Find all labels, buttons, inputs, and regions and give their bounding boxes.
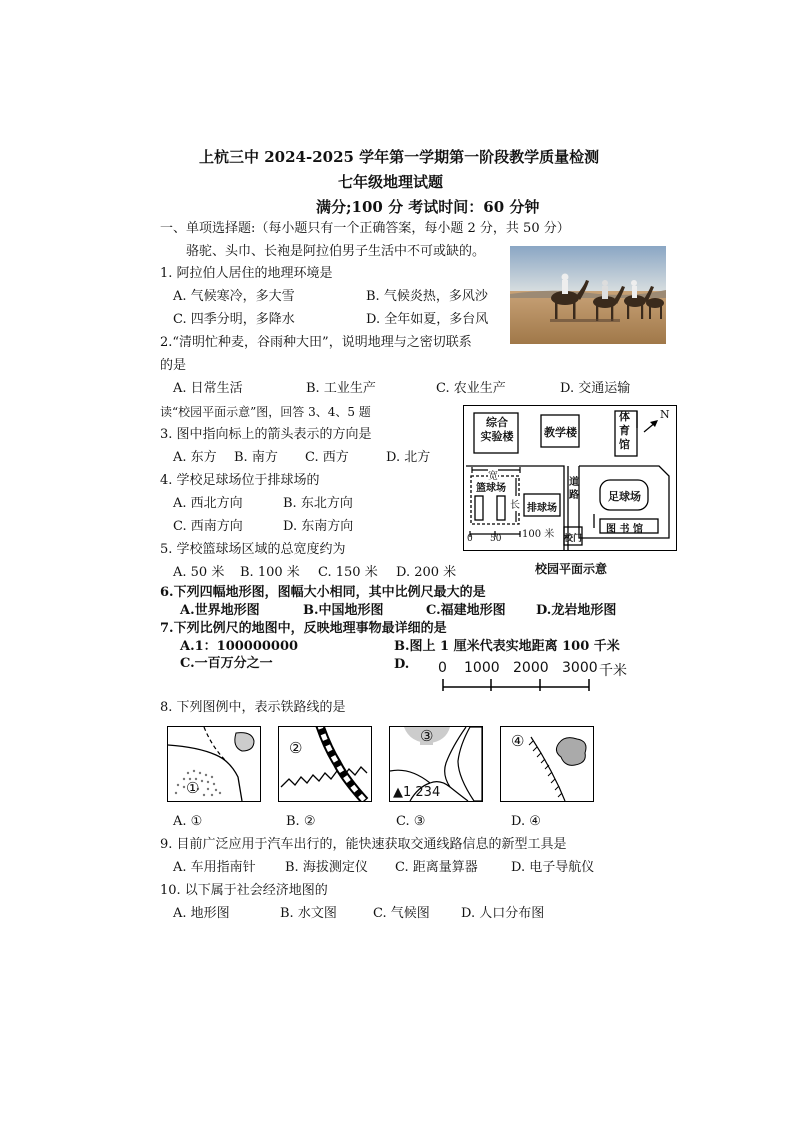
label-road: 道 路 [569, 477, 579, 501]
legend-label-1: ① [186, 779, 200, 797]
scale-tick-3000: 3000 [562, 660, 598, 676]
q10-option-a: A. 地形图 [173, 906, 230, 921]
q9-option-c: C. 距离量算器 [395, 860, 478, 875]
q2-option-a: A. 日常生活 [173, 381, 243, 396]
q8-option-a: A. ① [173, 814, 203, 829]
label-width: 宽 [488, 467, 498, 482]
q9-option-a: A. 车用指南针 [173, 860, 256, 875]
q8-option-d: D. ④ [511, 814, 541, 829]
exam-meta: 满分;100 分 考试时间：60 分钟 [316, 198, 540, 216]
elevation-point: ▲1 234 [393, 785, 441, 800]
q10-option-d: D. 人口分布图 [461, 906, 545, 921]
q3-option-a: A. 东方 [173, 450, 217, 465]
q3-option-c: C. 西方 [305, 450, 349, 465]
q6-option-d: D.龙岩地形图 [536, 603, 617, 618]
label-teaching-building: 教学楼 [544, 426, 577, 439]
q8-option-b: B. ② [286, 814, 316, 829]
q4-stem: 4. 学校足球场位于排球场的 [160, 473, 320, 488]
q3-option-d: D. 北方 [386, 450, 431, 465]
q7-option-b: B.图上 1 厘米代表实地距离 100 千米 [394, 639, 620, 654]
legend-map-3 [389, 726, 483, 802]
q4-option-d: D. 东南方向 [283, 519, 354, 534]
q1-option-c: C. 四季分明，多降水 [173, 312, 295, 327]
q4-option-b: B. 东北方向 [283, 496, 353, 511]
q6-option-a: A.世界地形图 [180, 603, 260, 618]
q9-stem: 9. 目前广泛应用于汽车出行的，能快速获取交通线路信息的新型工具是 [160, 837, 567, 852]
q7-stem: 7.下列比例尺的地图中，反映地理事物最详细的是 [160, 621, 447, 636]
legend-label-4: ④ [511, 732, 525, 750]
q9-option-b: B. 海拔测定仪 [285, 860, 368, 875]
scale-100m: 100 米 [522, 529, 555, 540]
q1-option-d: D. 全年如夏，多台风 [366, 312, 489, 327]
scale-tick-0: 0 [438, 660, 447, 676]
scale-tick-2000: 2000 [513, 660, 549, 676]
q2-stem-cont: 的是 [160, 358, 187, 373]
legend-label-2: ② [289, 739, 303, 757]
q7-option-a: A.1：100000000 [180, 639, 299, 654]
q2-option-d: D. 交通运输 [560, 381, 631, 396]
scale-unit: 千米 [599, 663, 627, 679]
line-scale [436, 658, 636, 698]
scale-tick-1000: 1000 [464, 660, 500, 676]
q2-option-c: C. 农业生产 [436, 381, 506, 396]
q1-option-b: B. 气候炎热，多风沙 [366, 289, 488, 304]
label-gate: 校门 [564, 534, 583, 544]
q8-option-c: C. ③ [396, 814, 426, 829]
camel-photo [510, 246, 666, 344]
q5-option-d: D. 200 米 [396, 565, 457, 580]
q8-stem: 8. 下列图例中，表示铁路线的是 [160, 700, 346, 715]
q4-option-a: A. 西北方向 [173, 496, 243, 511]
q7-option-c: C.一百万分之一 [180, 656, 273, 671]
label-length: 长 [510, 496, 520, 511]
q2-option-b: B. 工业生产 [306, 381, 376, 396]
label-lab-building: 综合 实验楼 [480, 416, 514, 443]
q5-stem: 5. 学校篮球场区域的总宽度约为 [160, 542, 346, 557]
legend-map-1 [167, 726, 261, 802]
q10-stem: 10. 以下属于社会经济地图的 [160, 883, 328, 898]
label-gym: 体 育 馆 [619, 410, 630, 451]
campus-map-caption: 校园平面示意 [535, 562, 608, 576]
q2-stem: 2.“清明忙种麦，谷雨种大田”，说明地理与之密切联系 [160, 335, 472, 350]
scale-0: 0 [467, 534, 473, 544]
scale-50: 50 [490, 534, 502, 544]
q6-option-b: B.中国地形图 [303, 603, 384, 618]
label-library: 图 书 馆 [606, 524, 643, 535]
q7-option-d: D. [394, 657, 410, 672]
label-football: 足球场 [608, 490, 641, 503]
label-basketball: 篮球场 [476, 483, 506, 494]
exam-title: 上杭三中 2024-2025 学年第一学期第一阶段教学质量检测 [199, 148, 600, 166]
north-arrow-label: N [660, 408, 670, 421]
legend-label-3: ③ [420, 727, 434, 745]
legend-map-2 [278, 726, 372, 802]
q4-option-c: C. 西南方向 [173, 519, 243, 534]
q1-stem: 1. 阿拉伯人居住的地理环境是 [160, 266, 333, 281]
intro-text: 骆驼、头巾、长袍是阿拉伯男子生活中不可或缺的。 [186, 244, 486, 259]
q6-option-c: C.福建地形图 [426, 603, 506, 618]
q5-option-c: C. 150 米 [318, 565, 378, 580]
label-volleyball: 排球场 [527, 503, 557, 514]
q3-stem: 3. 图中指向标上的箭头表示的方向是 [160, 427, 372, 442]
legend-map-4 [500, 726, 594, 802]
q5-option-b: B. 100 米 [240, 565, 300, 580]
q10-option-c: C. 气候图 [373, 906, 430, 921]
exam-subtitle: 七年级地理试题 [338, 173, 444, 191]
q3-option-b: B. 南方 [234, 450, 278, 465]
q1-option-a: A. 气候寒冷，多大雪 [173, 289, 295, 304]
q5-option-a: A. 50 米 [173, 565, 225, 580]
q9-option-d: D. 电子导航仪 [511, 860, 595, 875]
section-heading: 一、单项选择题:（每小题只有一个正确答案，每小题 2 分，共 50 分） [160, 221, 570, 236]
campus-map [463, 405, 677, 551]
q10-option-b: B. 水文图 [280, 906, 337, 921]
q6-stem: 6.下列四幅地形图，图幅大小相同，其中比例尺最大的是 [160, 585, 486, 600]
read-instruction: 读“校园平面示意”图，回答 3、4、5 题 [160, 405, 371, 419]
